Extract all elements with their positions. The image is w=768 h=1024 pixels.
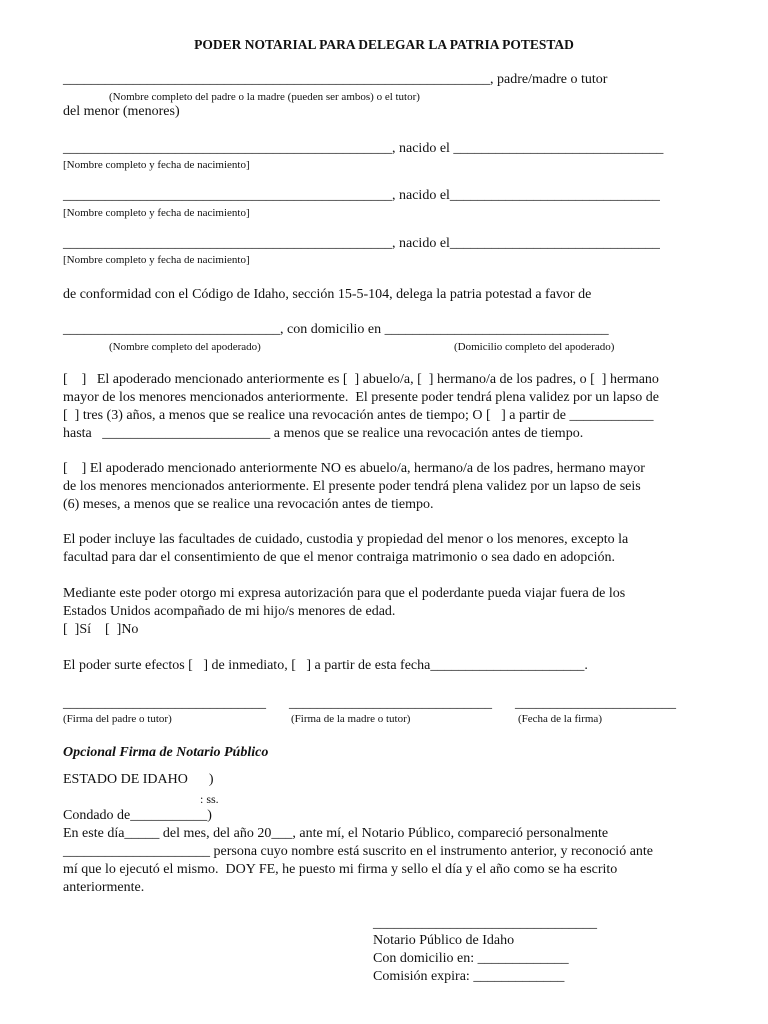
option1-line-1: [ ] El apoderado mencionado anteriormente es [ ] abuelo/a, [ ] hermano/a de los padres, o [ ] hermano [63, 372, 659, 387]
notary-body-line-3: mí que lo ejecutó el mismo. DOY FE, he puesto mi firma y sello el día y el año como se ha escrito [63, 862, 618, 877]
parent-name-label: (Nombre completo del padre o la madre (pueden ser ambos) o el tutor) [109, 91, 420, 103]
agent-name-label: (Nombre completo del apoderado) [109, 341, 261, 353]
notary-ss: : ss. [200, 792, 219, 806]
father-signature-label: (Firma del padre o tutor) [63, 713, 172, 725]
notary-commission: Comisión expira: _____________ [373, 969, 565, 984]
agent-address-label: (Domicilio completo del apoderado) [454, 341, 615, 353]
mother-signature-line: _____________________________ [289, 696, 492, 711]
notary-signature-line: ________________________________ [373, 916, 597, 931]
minors-intro: del menor (menores) [63, 104, 180, 119]
parent-name-line: _____________________________________________________________, padre/madre o tutor [63, 72, 608, 87]
option2-line-1: [ ] El apoderado mencionado anteriormente NO es abuelo/a, hermano/a de los padres, hermano mayor [63, 461, 645, 476]
child-line-2: _______________________________________________, nacido el______________________________ [63, 188, 660, 203]
notary-body-line-1: En este día_____ del mes, del año 20___, ante mí, el Notario Público, compareció personalmente [63, 826, 609, 841]
option1-line-3: [ ] tres (3) años, a menos que se realice una revocación antes de tiempo; O [ ] a partir de ____________ [63, 408, 654, 423]
agent-line: _______________________________, con domicilio en ________________________________ [63, 322, 609, 337]
father-signature-line: _____________________________ [63, 696, 266, 711]
travel-line-2: Estados Unidos acompañado de mi hijo/s menores de edad. [63, 604, 396, 619]
mother-signature-label: (Firma de la madre o tutor) [291, 713, 411, 725]
child-label-3: [Nombre completo y fecha de nacimiento] [63, 254, 250, 266]
powers-line-1: El poder incluye las facultades de cuidado, custodia y propiedad del menor o los menores, excepto la [63, 532, 629, 547]
notary-public-label: Notario Público de Idaho [373, 933, 515, 948]
notary-county: Condado de___________) [63, 808, 212, 823]
child-label-2: [Nombre completo y fecha de nacimiento] [63, 207, 250, 219]
option1-line-2: mayor de los menores mencionados anteriormente. El presente poder tendrá plena validez por un lapso de [63, 390, 659, 405]
child-line-3: _______________________________________________, nacido el______________________________ [63, 236, 660, 251]
notary-domicile: Con domicilio en: _____________ [373, 951, 569, 966]
option1-line-4: hasta ________________________ a menos que se realice una revocación antes de tiempo. [63, 426, 584, 441]
child-line-1: _______________________________________________, nacido el ______________________________ [63, 141, 664, 156]
powers-line-2: facultad para dar el consentimiento de que el menor contraiga matrimonio o sea dado en adopción. [63, 550, 616, 565]
notary-heading: Opcional Firma de Notario Público [63, 745, 269, 760]
notary-body-line-4: anteriormente. [63, 880, 145, 895]
effective-text: El poder surte efectos [ ] de inmediato, [ ] a partir de esta fecha______________________. [63, 658, 588, 673]
notary-body-line-2: _____________________ persona cuyo nombre está suscrito en el instrumento anterior, y reconoció ante [63, 844, 654, 859]
notary-state: ESTADO DE IDAHO ) [63, 772, 214, 787]
option2-line-3: (6) meses, a menos que se realice una revocación antes de tiempo. [63, 497, 434, 512]
travel-line-1: Mediante este poder otorgo mi expresa autorización para que el poderdante pueda viajar fuera de los [63, 586, 626, 601]
signature-date-label: (Fecha de la firma) [518, 713, 602, 725]
travel-options: [ ]Sí [ ]No [63, 622, 139, 637]
signature-date-line: _______________________ [515, 696, 676, 711]
child-label-1: [Nombre completo y fecha de nacimiento] [63, 159, 250, 171]
document-title: PODER NOTARIAL PARA DELEGAR LA PATRIA POTESTAD [194, 37, 574, 52]
option2-line-2: de los menores mencionados anteriormente. El presente poder tendrá plena validez por un lapso de seis [63, 479, 641, 494]
conformity-text: de conformidad con el Código de Idaho, sección 15-5-104, delega la patria potestad a favor de [63, 287, 592, 302]
